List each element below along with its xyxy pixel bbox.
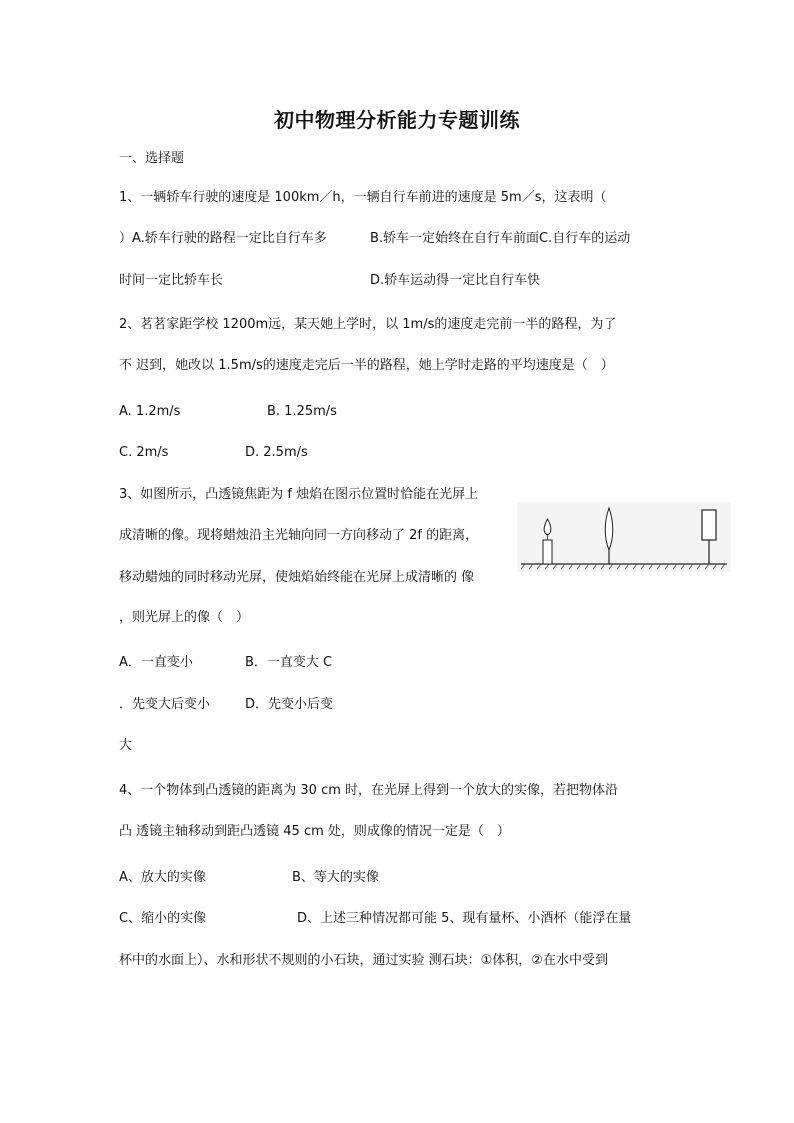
q4-option-b: B、等大的实像 [292,870,379,885]
q2-option-d: D. 2.5m/s [245,445,308,460]
q3-option-c: ．先变大后变小 [119,697,211,712]
q4-option-a: A、放大的实像 [119,870,206,885]
q2-stem-line1: 2、茗茗家距学校 1200m远，某天她上学时，以 1m/s的速度走完前一半的路程，为了 [119,317,617,332]
section-heading: 一、选择题 [119,151,185,166]
q2-option-c: C. 2m/s [119,445,169,460]
q2-option-b: B. 1.25m/s [267,404,337,419]
q3-stem-line1: 3、如图所示，凸透镜焦距为 f 烛焰在图示位置时恰能在光屏上 [119,487,479,502]
q3-option-a: A．一直变小 [119,655,193,670]
q5-stem-line2: 杯中的水面上）、水和形状不规则的小石块，通过实验 测石块：①体积，②在水中受到 [119,953,608,968]
q3-option-d-cont: 大 [119,738,133,753]
q2-option-a: A. 1.2m/s [119,404,181,419]
q4-option-d-q5-start: D、上述三种情况都可能 5、现有量杯、小酒杯（能浮在量 [297,911,632,926]
q1-option-c-cont: 时间一定比轿车长 [119,273,224,288]
q1-stem: 1、一辆轿车行驶的速度是 100km／h，一辆自行车前进的速度是 5m／s，这表明（ [119,190,607,205]
q4-stem-line2: 凸 透镜主轴移动到距凸透镜 45 cm 处，则成像的情况一定是（ ） [119,824,510,839]
q1-option-d: D.轿车运动得一定比自行车快 [370,273,541,288]
q3-option-b: B．一直变大 C [245,655,333,670]
q3-stem-line3: 移动蜡烛的同时移动光屏，使烛焰始终能在光屏上成清晰的 像 [119,570,475,585]
q4-option-c: C、缩小的实像 [119,911,207,926]
q1-option-a: ）A.轿车行驶的路程一定比自行车多 [119,231,327,246]
lens-diagram [517,502,731,572]
q3-stem-line4: ，则光屏上的像（ ） [119,610,250,625]
q3-option-d: D．先变小后变 [245,697,334,712]
q4-stem-line1: 4、一个物体到凸透镜的距离为 30 cm 时，在光屏上得到一个放大的实像，若把物体沿 [119,783,619,798]
q2-stem-line2: 不 迟到，她改以 1.5m/s的速度走完后一半的路程，她上学时走路的平均速度是（ ） [119,358,614,373]
page-title: 初中物理分析能力专题训练 [274,108,520,132]
candle [543,519,552,564]
q3-stem-line2: 成清晰的像。现将蜡烛沿主光轴向同一方向移动了 2f 的距离， [119,528,479,543]
q1-option-b-c: B.轿车一定始终在自行车前面C.自行车的运动 [370,231,631,246]
